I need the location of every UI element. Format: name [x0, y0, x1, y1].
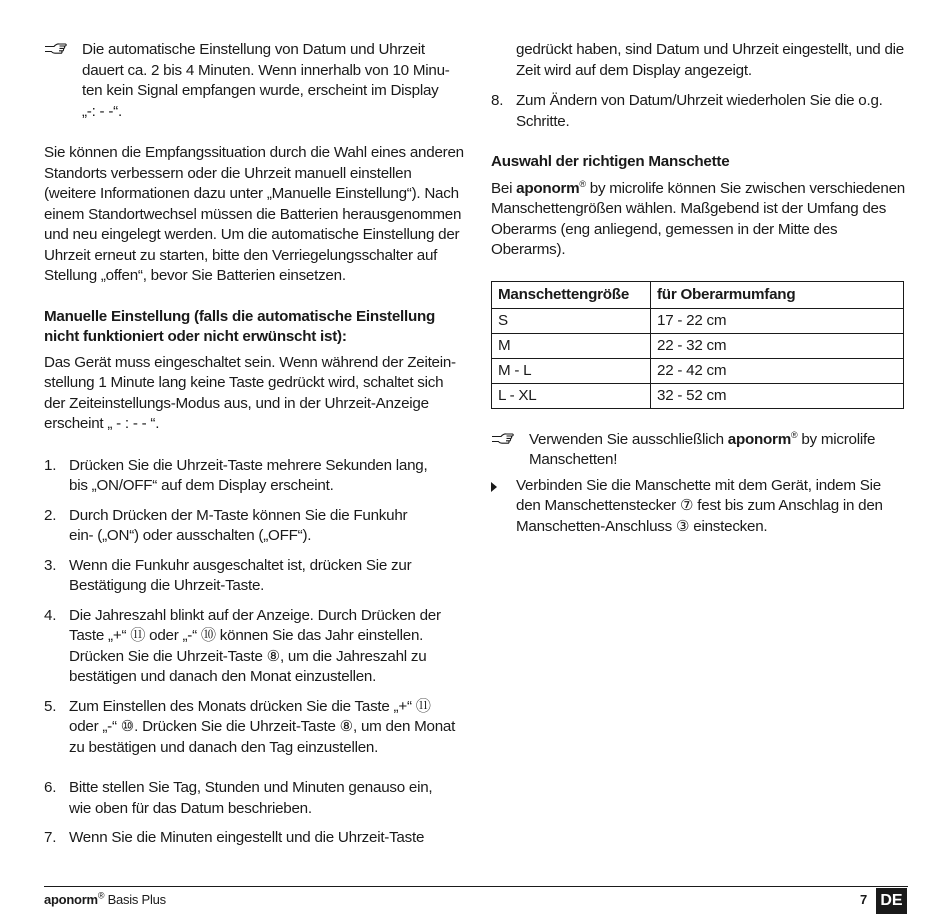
step-line: Drücken Sie die Uhrzeit-Taste ⑧, um die Jahreszahl zu — [69, 647, 427, 665]
registered-mark: ® — [579, 178, 586, 189]
paragraph-line: Manschettengrößen wählen. Maßgebend ist der Umfang des — [491, 200, 887, 217]
hint-automatic-time — [44, 40, 464, 122]
continuation-line: Zeit wird auf dem Display angezeigt. — [516, 61, 752, 79]
table-header-row — [492, 281, 904, 308]
step-line: ein- („ON“) oder ausschalten („OFF“). — [69, 527, 312, 544]
step-line: zu bestätigen und danach den Tag einzustellen. — [69, 738, 379, 756]
table-cell: S — [492, 308, 651, 333]
hint-line: ten kein Signal empfangen wurde, erscheint im Display — [82, 82, 439, 99]
step-number: 8. — [491, 92, 504, 109]
heading-line: Manuelle Einstellung (falls die automatische Einstellung — [44, 307, 436, 325]
step-number: 1. — [44, 456, 57, 474]
list-item — [44, 697, 464, 759]
step-number: 6. — [44, 779, 57, 796]
manual-setting-paragraph — [44, 353, 464, 435]
list-item — [491, 91, 911, 132]
table-row — [492, 383, 904, 408]
cuff-size-table — [491, 281, 904, 409]
column-header-arm-circumference: für Oberarmumfang — [651, 281, 904, 308]
step-line: bis „ON/OFF“ auf dem Display erscheint. — [69, 477, 334, 494]
manual-setting-heading — [44, 307, 464, 348]
left-column — [44, 40, 464, 849]
table-cell: 22 - 42 cm — [651, 358, 904, 383]
table-cell: M - L — [492, 358, 651, 383]
hint-pre: Verwenden Sie ausschließlich — [529, 430, 728, 448]
step7-continuation — [491, 40, 911, 81]
step-line: wie oben für das Datum beschrieben. — [69, 799, 312, 817]
hint-line: Manschetten! — [529, 451, 618, 468]
cuff-intro-paragraph — [491, 179, 911, 261]
paragraph-line: der Zeiteinstellungs-Modus aus, und in der Uhrzeit-Anzeige — [44, 394, 429, 412]
step-line: Durch Drücken der M-Taste können Sie die Funkuhr — [69, 506, 408, 524]
list-item — [44, 506, 464, 547]
right-column — [491, 40, 911, 537]
connect-cuff-instruction — [491, 476, 911, 538]
step-line: Bestätigung die Uhrzeit-Taste. — [69, 577, 265, 594]
paragraph-line: Das Gerät muss eingeschaltet sein. Wenn während der Zeitein- — [44, 353, 456, 371]
footer-brand: aponorm — [44, 892, 98, 907]
list-item — [44, 456, 464, 497]
list-item — [44, 556, 464, 597]
table-cell: 17 - 22 cm — [651, 308, 904, 333]
table-cell: 22 - 32 cm — [651, 333, 904, 358]
registered-mark: ® — [97, 890, 105, 901]
pointing-hand-icon — [44, 42, 68, 56]
step-line: Wenn die Funkuhr ausgeschaltet ist, drücken Sie zur — [69, 556, 412, 574]
step-number: 3. — [44, 556, 57, 574]
list-item — [44, 828, 464, 849]
step-line: Wenn Sie die Minuten eingestellt und die Uhrzeit-Taste — [69, 829, 425, 846]
step-line: Schritte. — [516, 112, 570, 130]
step-line: Drücken Sie die Uhrzeit-Taste mehrere Sekunden lang, — [69, 456, 428, 474]
footer-divider — [44, 886, 908, 887]
paragraph-line — [491, 179, 911, 200]
step-line: oder „-“ ⑩. Drücken Sie die Uhrzeit-Taste ⑧, um den Monat — [69, 718, 456, 735]
paragraph-line: Oberarms (eng anliegend, gemessen in der Mitte des Oberarms). — [491, 220, 838, 258]
pointing-hand-icon — [491, 432, 515, 446]
heading-line: nicht funktioniert oder nicht erwünscht ist): — [44, 328, 347, 345]
paragraph-line: stellung 1 Minute lang keine Taste gedrückt wird, schaltet sich — [44, 374, 444, 391]
continuation-line: gedrückt haben, sind Datum und Uhrzeit eingestellt, und die — [516, 41, 904, 58]
hint-line: Die automatische Einstellung von Datum und Uhrzeit — [82, 41, 425, 58]
brand-name: aponorm — [516, 179, 580, 197]
step-number: 2. — [44, 506, 57, 524]
step-line: Bitte stellen Sie Tag, Stunden und Minuten genauso ein, — [69, 779, 433, 796]
footer-product-name: Basis Plus — [104, 892, 166, 907]
hint-rest: by microlife — [797, 430, 876, 448]
table-row — [492, 333, 904, 358]
cuff-selection-heading: Auswahl der richtigen Manschette — [491, 153, 730, 170]
table-cell: L - XL — [492, 383, 651, 408]
table-cell: 32 - 52 cm — [651, 383, 904, 408]
hint-line: dauert ca. 2 bis 4 Minuten. Wenn innerhalb von 10 Minu- — [82, 61, 450, 79]
steps-list — [44, 456, 464, 849]
list-item — [44, 606, 464, 688]
paragraph-line: Standorts verbessern oder die Uhrzeit manuell einstellen — [44, 164, 412, 182]
column-header-cuff-size: Manschettengröße — [492, 281, 651, 308]
intro-pre: Bei — [491, 179, 517, 197]
paragraph-line: Sie können die Empfangssituation durch die Wahl eines anderen — [44, 144, 464, 161]
step-line: bestätigen und danach den Monat einzustellen. — [69, 668, 377, 685]
footer-product — [44, 892, 166, 908]
hint-line: „-: - -“. — [82, 102, 122, 120]
step-line: Die Jahreszahl blinkt auf der Anzeige. Durch Drücken der — [69, 606, 441, 624]
reception-paragraph — [44, 143, 464, 287]
table-row — [492, 308, 904, 333]
intro-rest: by microlife können Sie zwischen verschiedenen — [585, 179, 905, 197]
step-line: Taste „+“ ⑪ oder „-“ ⑩ können Sie das Jahr einstellen. — [69, 627, 424, 644]
paragraph-line: Stellung „offen“, bevor Sie Batterien einsetzen. — [44, 267, 346, 284]
language-badge: DE — [876, 888, 907, 914]
triangle-bullet-icon — [491, 482, 497, 492]
page-number: 7 — [860, 892, 867, 907]
paragraph-line: Uhrzeit erneut zu starten, bitte den Verriegelungsschalter auf — [44, 246, 438, 264]
hint-use-cuffs — [491, 430, 911, 471]
paragraph-line: einem Standortwechsel müssen die Batterien herausgenommen — [44, 205, 462, 223]
steps-list-continued — [491, 91, 911, 132]
paragraph-line: und neu eingelegt werden. Um die automatische Einstellung der — [44, 226, 460, 243]
step-number: 4. — [44, 606, 57, 624]
instruction-line: Manschetten-Anschluss ③ einstecken. — [516, 517, 768, 535]
instruction-line: Verbinden Sie die Manschette mit dem Gerät, indem Sie — [516, 476, 881, 494]
step-number: 5. — [44, 697, 57, 715]
brand-name: aponorm — [727, 430, 791, 448]
step-line: Zum Ändern von Datum/Uhrzeit wiederholen Sie die o.g. — [516, 92, 883, 109]
list-item — [44, 778, 464, 819]
registered-mark: ® — [790, 429, 798, 440]
step-line: Zum Einstellen des Monats drücken Sie die Taste „+“ ⑪ — [69, 697, 431, 715]
paragraph-line: erscheint „ - : - - “. — [44, 415, 160, 432]
step-number: 7. — [44, 829, 57, 846]
hint-line — [529, 430, 911, 451]
table-row — [492, 358, 904, 383]
instruction-line: den Manschettenstecker ⑦ fest bis zum Anschlag in den — [516, 497, 883, 514]
paragraph-line: (weitere Informationen dazu unter „Manuelle Einstellung“). Nach — [44, 185, 459, 202]
table-cell: M — [492, 333, 651, 358]
